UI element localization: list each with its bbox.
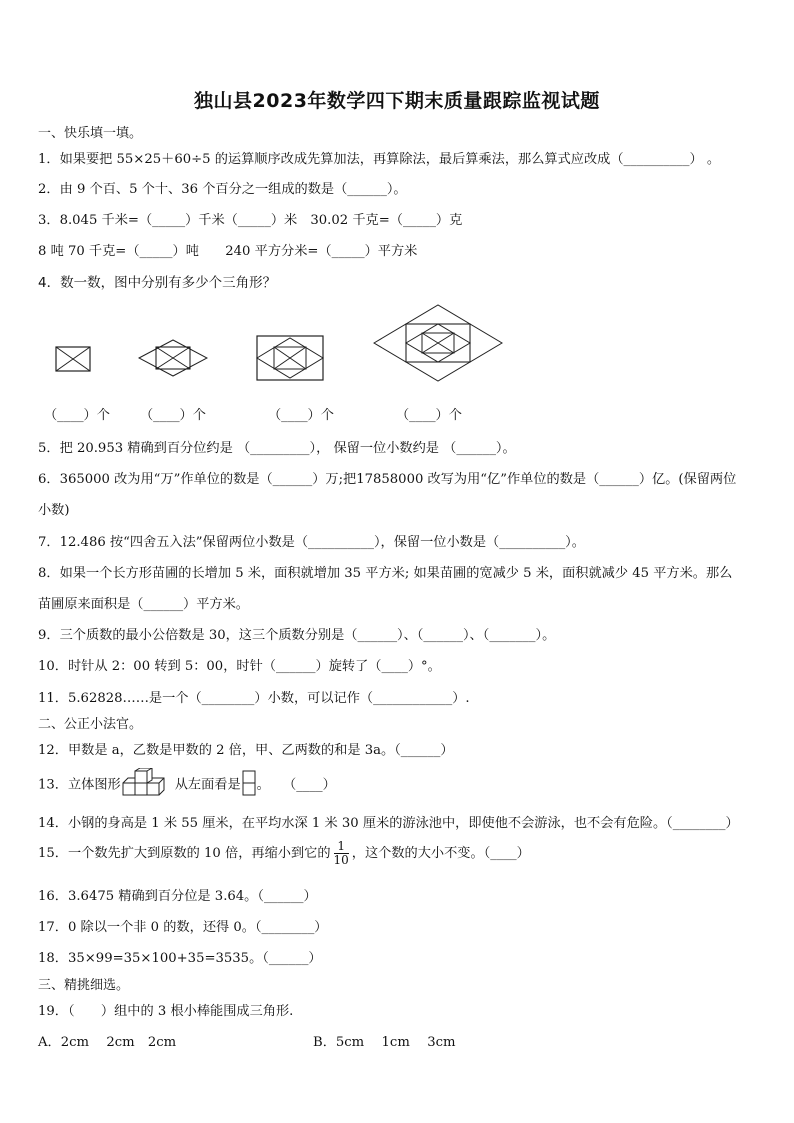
question-12: 12．甲数是 a，乙数是甲数的 2 倍，甲、乙两数的和是 3a。（______） (38, 743, 454, 758)
question-6b: 小数) (38, 503, 70, 518)
section-heading-1: 一、快乐填一填。 (38, 126, 143, 141)
q4-answer-3: （____）个 (268, 408, 334, 423)
question-6a: 6．365000 改为用“万”作单位的数是（______）万;把17858000 改写为用“亿”作单位的数是（______）亿。(保留两位 (38, 472, 737, 487)
q15-prefix: 15．一个数先扩大到原数的 10 倍，再缩小到它的 (38, 846, 331, 861)
question-9: 9．三个质数的最小公倍数是 30，这三个质数分别是（______）、（______）、（_______）。 (38, 628, 556, 643)
question-10: 10．时针从 2：00 转到 5：00，时针（______）旋转了（____）°。 (38, 659, 441, 674)
question-18: 18．35×99=35×100+35=3535。（______） (38, 951, 322, 966)
question-11: 11．5.62828……是一个（________）小数，可以记作（____________）. (38, 691, 470, 706)
section-heading-3: 三、精挑细选。 (38, 978, 130, 993)
q13-middle: 从左面看是 (174, 777, 241, 793)
question-15 (38, 840, 530, 867)
question-17: 17．0 除以一个非 0 的数，还得 0。（________） (38, 920, 328, 935)
question-2: 2．由 9 个百、5 个十、36 个百分之一组成的数是（______）。 (38, 182, 407, 197)
question-1: 1．如果要把 55×25＋60÷5 的运算顺序改成先算加法，再算除法，最后算乘法，那么算式应改成（__________） 。 (38, 152, 721, 167)
q4-answer-4: （____）个 (396, 408, 462, 423)
question-5: 5．把 20.953 精确到百分位约是 （_________）， 保留一位小数约是 （______）。 (38, 441, 516, 456)
question-3a: 3．8.045 千米=（_____）千米（_____）米 30.02 千克=（_____）克 (38, 213, 463, 228)
question-16: 16．3.6475 精确到百分位是 3.64。（______） (38, 889, 317, 904)
triangle-figure-4 (373, 304, 503, 382)
q19-option-a: A．2cm 2cm 2cm (38, 1035, 177, 1050)
triangle-figure-3 (256, 335, 324, 381)
question-14: 14．小钢的身高是 1 米 55 厘米，在平均水深 1 米 30 厘米的游泳池中，即使他不会游泳，也不会有危险。（________） (38, 816, 739, 831)
fraction-denominator: 10 (333, 853, 349, 867)
triangle-figure-2 (138, 339, 208, 377)
q4-answer-2: （____）个 (140, 408, 206, 423)
question-19: 19．（ ）组中的 3 根小棒能围成三角形. (38, 1004, 294, 1019)
left-view-figure (241, 768, 257, 802)
triangle-figure-1 (55, 346, 91, 372)
page-title: 独山县2023年数学四下期末质量跟踪监视试题 (194, 90, 600, 112)
q13-suffix: 。 （____） (256, 777, 336, 793)
question-3b: 8 吨 70 千克=（_____）吨 240 平方分米=（_____）平方米 (38, 244, 418, 259)
q19-option-b: B．5cm 1cm 3cm (313, 1035, 456, 1050)
cube-solid-figure (121, 768, 175, 802)
section-heading-2: 二、公正小法官。 (38, 717, 143, 732)
question-7: 7．12.486 按“四舍五入法”保留两位小数是（__________），保留一位小数是（__________）。 (38, 535, 585, 550)
q4-answer-1: （____）个 (44, 408, 110, 423)
fraction-numerator: 1 (334, 840, 349, 854)
question-8a: 8．如果一个长方形苗圃的长增加 5 米，面积就增加 35 平方米; 如果苗圃的宽减少 5 米，面积就减少 45 平方米。那么 (38, 566, 733, 581)
question-8b: 苗圃原来面积是（______）平方米。 (38, 597, 249, 612)
question-13 (38, 768, 336, 802)
q15-suffix: ，这个数的大小不变。（____） (351, 846, 530, 861)
q13-prefix: 13．立体图形 (38, 777, 121, 793)
fraction-one-tenth (334, 840, 349, 867)
question-4: 4．数一数，图中分别有多少个三角形？ (38, 275, 277, 291)
